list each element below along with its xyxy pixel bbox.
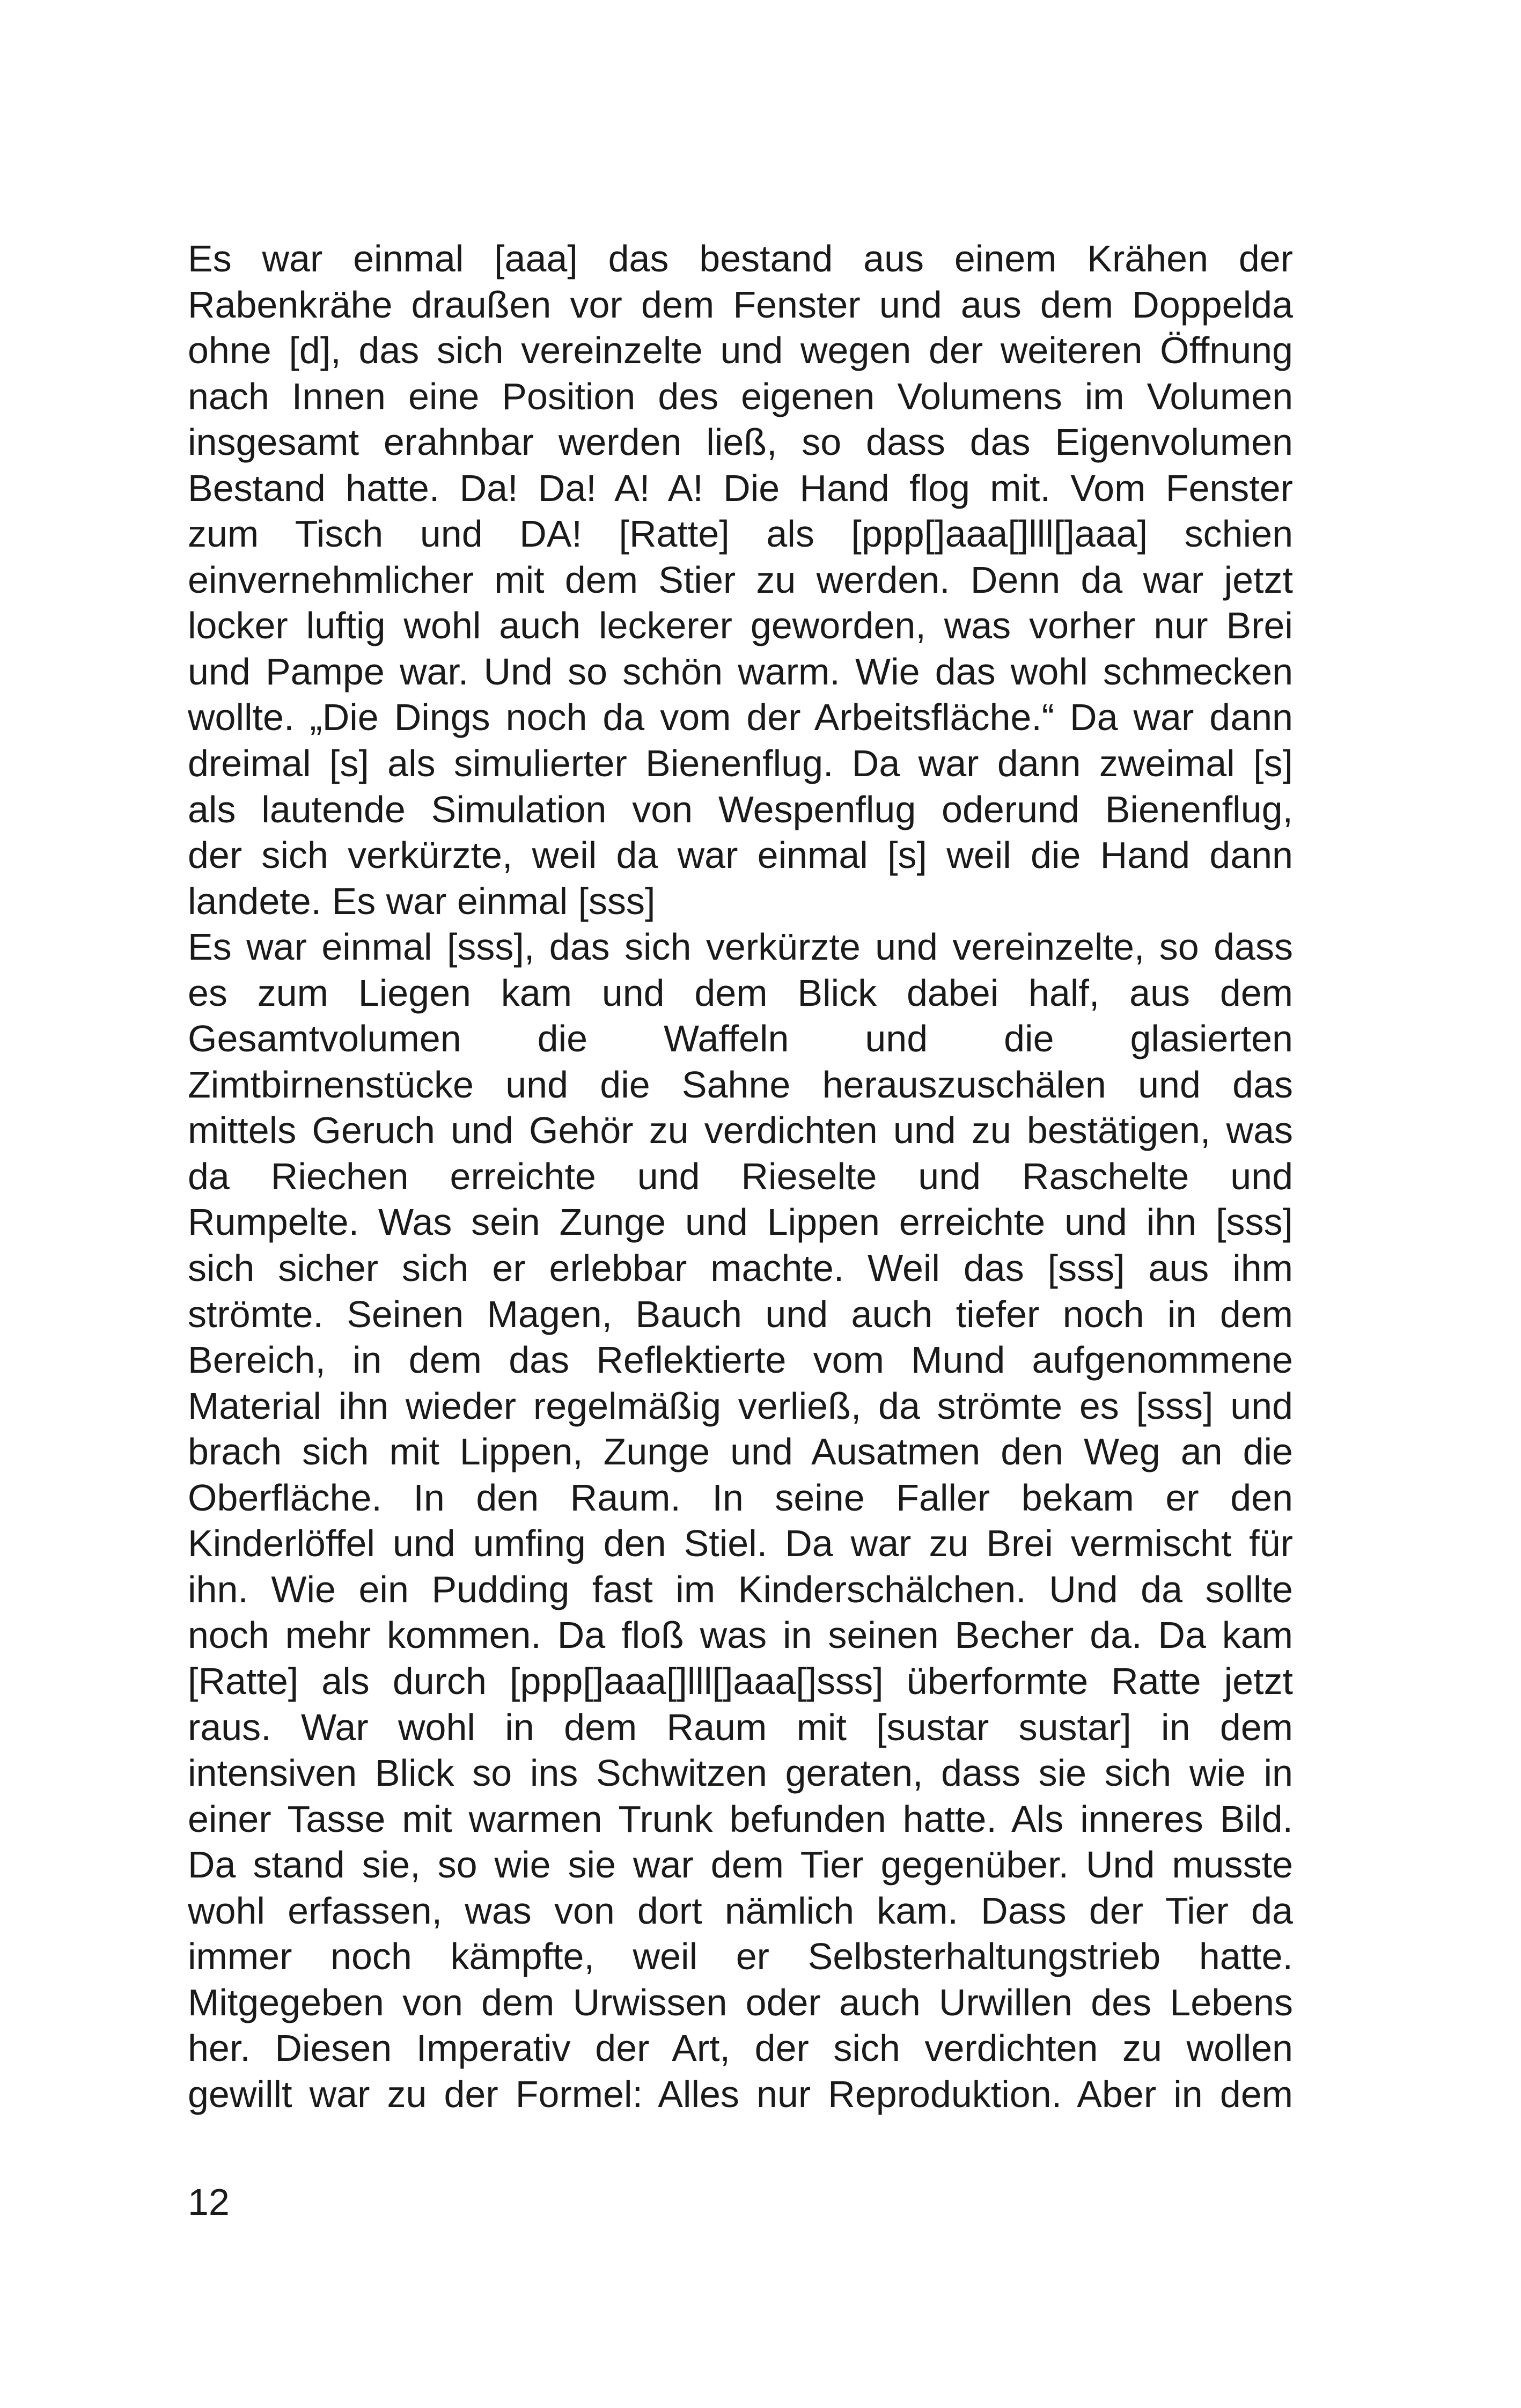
text-line: her. Diesen Imperativ der Art, der sich verdichten zu wollen (188, 2027, 1293, 2070)
text-line: gewillt war zu der Formel: Alles nur Reproduktion. Aber in dem (188, 2073, 1293, 2115)
text-line: Es war einmal [aaa] das bestand aus einem Krähen der (188, 238, 1293, 279)
text-line: Zimtbirnenstücke und die Sahne herauszuschälen und das (188, 1063, 1293, 1106)
text-line: landete. Es war einmal [sss] (188, 880, 656, 922)
text-line: Da stand sie, so wie sie war dem Tier gegenüber. Und musste (188, 1844, 1293, 1886)
text-line: locker luftig wohl auch leckerer geworden, was vorher nur Brei (188, 605, 1293, 647)
text-line: strömte. Seinen Magen, Bauch und auch tiefer noch in dem (188, 1293, 1293, 1335)
text-line: und Pampe war. Und so schön warm. Wie das wohl schmecken (188, 650, 1293, 693)
text-line: zum Tisch und DA! [Ratte] als [ppp[]aaa[]lll[]aaa] schien (188, 513, 1293, 555)
paragraph (188, 236, 1293, 924)
text-line: raus. War wohl in dem Raum mit [sustar sustar] in dem (188, 1706, 1293, 1748)
text-line: Rumpelte. Was sein Zunge und Lippen erreichte und ihn [sss] (188, 1201, 1293, 1243)
text-line: Bereich, in dem das Reflektierte vom Mund aufgenommene (188, 1339, 1293, 1381)
text-line: einvernehmlicher mit dem Stier zu werden. Denn da war jetzt (188, 558, 1293, 601)
text-line: einer Tasse mit warmen Trunk befunden hatte. Als inneres Bild. (188, 1798, 1293, 1840)
text-line: brach sich mit Lippen, Zunge und Ausatmen den Weg an die (188, 1431, 1293, 1473)
text-line: ihn. Wie ein Pudding fast im Kinderschälchen. Und da sollte (188, 1568, 1293, 1610)
text-line: der sich verkürzte, weil da war einmal [s] weil die Hand dann (188, 834, 1293, 877)
text-line: Mitgegeben von dem Urwissen oder auch Urwillen des Lebens (188, 1981, 1293, 2023)
text-line: Es war einmal [sss], das sich verkürzte und vereinzelte, so dass (188, 926, 1293, 968)
text-line: immer noch kämpfte, weil er Selbsterhaltungstrieb hatte. (188, 1935, 1293, 1978)
body-text (188, 236, 1293, 2117)
text-line: Kinderlöffel und umfing den Stiel. Da war zu Brei vermischt für (188, 1522, 1293, 1565)
text-line: insgesamt erahnbar werden ließ, so dass das Eigenvolumen (188, 421, 1293, 463)
text-line: nach Innen eine Position des eigenen Volumens im Volumen (188, 375, 1293, 417)
text-line: es zum Liegen kam und dem Blick dabei half, aus dem (188, 971, 1293, 1014)
text-line: da Riechen erreichte und Rieselte und Raschelte und (188, 1155, 1293, 1197)
text-line: dreimal [s] als simulierter Bienenflug. Da war dann zweimal [s] (188, 742, 1293, 785)
text-line: ohne [d], das sich vereinzelte und wegen der weiteren Öffnung (188, 329, 1293, 372)
text-line: wohl erfassen, was von dort nämlich kam. Dass der Tier da (188, 1889, 1293, 1932)
text-line: intensiven Blick so ins Schwitzen geraten, dass sie sich wie in (188, 1752, 1293, 1794)
text-line: [Ratte] als durch [ppp[]aaa[]lll[]aaa[]sss] überformte Ratte jetzt (188, 1660, 1293, 1702)
page-number: 12 (188, 2181, 230, 2223)
paragraph (188, 924, 1293, 2117)
text-line: sich sicher sich er erlebbar machte. Weil das [sss] aus ihm (188, 1247, 1293, 1290)
text-line: Material ihn wieder regelmäßig verließ, da strömte es [sss] und (188, 1385, 1293, 1427)
text-line: mittels Geruch und Gehör zu verdichten und zu bestätigen, was (188, 1109, 1293, 1152)
text-line: Gesamtvolumen die Waffeln und die glasierten (188, 1018, 1293, 1060)
text-line: Oberfläche. In den Raum. In seine Faller bekam er den (188, 1476, 1293, 1519)
text-line: Rabenkrähe draußen vor dem Fenster und aus dem Doppelda (188, 283, 1293, 326)
text-line: Bestand hatte. Da! Da! A! A! Die Hand flog mit. Vom Fenster (188, 467, 1293, 509)
text-line: wollte. „Die Dings noch da vom der Arbeitsfläche.“ Da war dann (188, 696, 1293, 739)
text-line: als lautende Simulation von Wespenflug oderund Bienenflug, (188, 788, 1293, 830)
text-line: noch mehr kommen. Da floß was in seinen Becher da. Da kam (188, 1614, 1293, 1656)
